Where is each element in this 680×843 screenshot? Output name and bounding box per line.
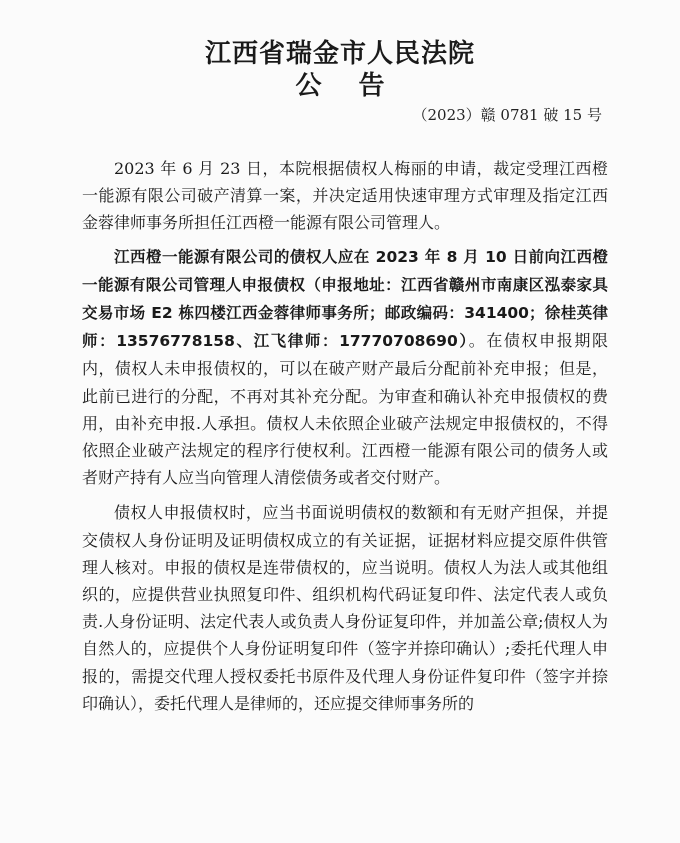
paragraph-acceptance: 2023 年 6 月 23 日，本院根据债权人梅丽的申请，裁定受理江西橙一能源有限公司破产清算一案，并决定适用快速审理方式审理及指定江西金蓉律师事务所担任江西橙一能源有限公司管理人。 — [82, 159, 608, 233]
document-body — [82, 155, 608, 717]
document-title: 公 告 — [295, 71, 399, 101]
court-name: 江西省瑞金市人民法院 — [204, 39, 475, 69]
paragraph-creditor-claims — [82, 243, 608, 492]
claim-rules-text: 。在债权申报期限内，债权人未申报债权的，可以在破产财产最后分配前补充申报；但是，此前已进行的分配，不再对其补充分配。为审查和确认补充申报债权的费用，由补充申报.人承担。债权人未依照企业破产法规定申报债权的，不得依照企业破产法规定的程序行使权利。江西橙一能源有限公司的债务人或者财产持有人应当向管理人清偿债务或者交付财产。 — [82, 331, 608, 488]
claim-deadline-and-address: 江西橙一能源有限公司的债权人应在 2023 年 8 月 10 日前向江西橙一能源有限公司管理人申报债权（申报地址：江西省赣州市南康区泓泰家具交易市场 E2 栋四楼江西金蓉律师事务所；邮政编码：341400；徐桂英律师：13576778158、江飞律师：17770708690） — [82, 247, 608, 351]
case-number: （2023）赣 0781 破 15 号 — [412, 106, 602, 124]
paragraph-claim-requirements: 债权人申报债权时，应当书面说明债权的数额和有无财产担保，并提交债权人身份证明及证明债权成立的有关证据，证据材料应提交原件供管理人核对。申报的债权是连带债权的，应当说明。债权人为法人或其他组织的，应提供营业执照复印件、组织机构代码证复印件、法定代表人或负责.人身份证明、法定代表人或负责人身份证复印件，并加盖公章;债权人为自然人的，应提供个人身份证明复印件（签字并捺印确认）;委托代理人申报的，需提交代理人授权委托书原件及代理人身份证件复印件（签字并捺印确认），委托代理人是律师的，还应提交律师事务所的 — [82, 503, 608, 713]
